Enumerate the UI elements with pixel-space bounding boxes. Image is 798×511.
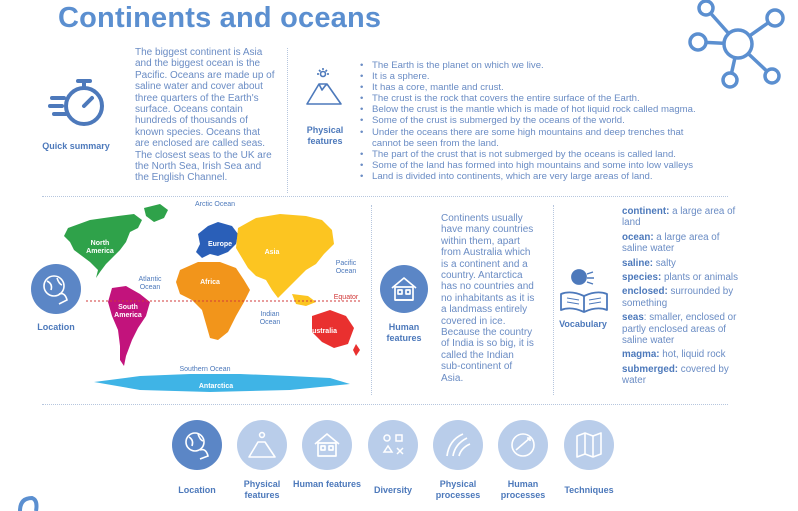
- nav-physical-processes-button[interactable]: [433, 420, 483, 470]
- summary-line: and the biggest ocean is the: [135, 58, 261, 70]
- human-line: is a continent and a: [441, 258, 528, 270]
- summary-line: known species. Oceans that: [135, 126, 261, 138]
- indian-ocean-label-line: Indian: [260, 311, 280, 318]
- human-line: Continents usually: [441, 213, 523, 224]
- pacific-ocean-label-line: Pacific: [335, 260, 357, 267]
- physical-facts-list: [360, 60, 740, 182]
- vocab-item: [622, 258, 742, 269]
- nav-techniques-button[interactable]: [564, 420, 614, 470]
- vocab-item: [622, 206, 742, 229]
- australia-label: Australia: [307, 328, 337, 335]
- fact-item-continuation: [360, 138, 740, 149]
- volcano-icon: [303, 68, 347, 108]
- atlantic-ocean-label-line: Ocean: [139, 284, 161, 291]
- vocab-term: ocean:: [622, 231, 654, 243]
- techniques-icon: [574, 430, 604, 460]
- vocab-definition: salty: [653, 257, 676, 269]
- diversity-icon: [378, 430, 408, 460]
- summary-line: The closest seas to the UK are: [135, 149, 272, 161]
- nav-label-text[interactable]: Human features: [292, 479, 362, 489]
- africa-label: Africa: [200, 279, 220, 286]
- human-line: from Australia which: [441, 247, 531, 259]
- fact-item: • Some of the land has formed into high mountains and some into low valleys: [360, 160, 740, 171]
- physical-features-label-line: features: [307, 136, 343, 146]
- nav-label-text[interactable]: Physical processes: [435, 479, 481, 500]
- south-america-label-line: South: [118, 304, 138, 311]
- summary-line: saline water and cover about: [135, 81, 263, 93]
- human-processes-icon: [508, 430, 538, 460]
- human-line: have many countries: [441, 224, 534, 236]
- vocab-term: saline:: [622, 257, 654, 269]
- vocab-definition: plants or animals: [661, 272, 738, 284]
- nav-location-label[interactable]: Location: [178, 485, 216, 495]
- nav-diversity-button[interactable]: [368, 420, 418, 470]
- human-features-label: [374, 322, 434, 344]
- nav-human-processes-button[interactable]: [498, 420, 548, 470]
- pacific-ocean-label-line: Ocean: [335, 268, 357, 275]
- fact-item: • Land is divided into continents, which are very large areas of land.: [360, 171, 740, 182]
- vocabulary-label: Vocabulary: [559, 319, 607, 329]
- human-line: called the Indian: [441, 349, 514, 361]
- human-line: no inhabitants as it is: [441, 292, 535, 304]
- south-america-label-line: America: [114, 312, 142, 319]
- vocab-definition: covered by water: [622, 363, 729, 387]
- vocab-item: [622, 232, 742, 255]
- fact-continuation-text: cannot be seen from the land.: [372, 137, 499, 149]
- vocab-term: enclosed:: [622, 286, 668, 298]
- reading-book-icon: [557, 268, 611, 316]
- human-line: Because the country: [441, 327, 533, 339]
- nav-location-button[interactable]: [172, 420, 222, 470]
- antarctica-label: Antarctica: [198, 383, 234, 390]
- vocab-definition: a large area of saline water: [622, 231, 720, 255]
- summary-line: The biggest continent is Asia: [135, 47, 263, 58]
- human-features-label-line: features: [386, 333, 422, 343]
- human-features-circle: [380, 265, 428, 313]
- human-line: country. Antarctica: [441, 270, 523, 282]
- nav-label-text[interactable]: Physical features: [243, 479, 281, 500]
- human-line: a landmass entirely: [441, 304, 528, 316]
- fact-item: • Under the oceans there are some high mountains and deep trenches that: [360, 127, 740, 138]
- south-america-shape: [108, 286, 150, 366]
- nav-physical-processes-label[interactable]: [423, 479, 493, 500]
- nav-diversity-label[interactable]: Diversity: [373, 485, 413, 495]
- se-asia-islands-shape: [292, 294, 316, 306]
- physical-features-label: [295, 125, 355, 147]
- nav-physical-features-button[interactable]: [237, 420, 287, 470]
- vocab-definition: surrounded by something: [622, 286, 734, 309]
- asia-label: Asia: [264, 249, 280, 256]
- summary-line: the English Channel.: [135, 172, 228, 184]
- fact-item: • The Earth is the planet on which we live.: [360, 60, 740, 71]
- fact-item: • The part of the crust that is not submerged by the oceans is called land.: [360, 149, 740, 160]
- vocab-term: species:: [622, 272, 662, 284]
- vocab-definition: : smaller, enclosed or partly enclosed areas of saline water: [622, 312, 737, 347]
- nav-techniques-label[interactable]: Techniques: [564, 485, 614, 495]
- new-zealand-shape: [353, 344, 360, 356]
- nav-human-processes-label[interactable]: [488, 479, 558, 500]
- corner-logo-icon: [0, 494, 40, 511]
- indian-ocean-label: [250, 311, 290, 327]
- fact-item: • Some of the crust is submerged by the oceans of the world.: [360, 115, 740, 126]
- location-label: Location: [37, 322, 75, 332]
- house-icon: [389, 275, 419, 303]
- nav-human-features-label[interactable]: [292, 479, 362, 490]
- vocab-definition: a large area of land: [622, 206, 736, 229]
- human-line: Asia.: [441, 372, 464, 384]
- fact-item: • It has a core, mantle and crust.: [360, 82, 740, 93]
- europe-label: Europe: [207, 241, 233, 248]
- summary-line: surface. Oceans contain: [135, 104, 243, 116]
- vocab-item: [622, 272, 742, 283]
- atlantic-ocean-label-line: Atlantic: [138, 276, 162, 283]
- vocab-term: seas: [622, 312, 644, 324]
- vocab-item: [622, 312, 742, 346]
- vocab-item: [622, 286, 742, 309]
- arctic-ocean-label: Arctic Ocean: [194, 201, 236, 208]
- summary-line: three quarters of the Earth's: [135, 92, 259, 104]
- southern-ocean-label: Southern Ocean: [179, 366, 231, 373]
- europe-shape: [196, 222, 238, 258]
- fact-item: • The crust is the rock that covers the entire surface of the Earth.: [360, 93, 740, 104]
- human-features-icon: [312, 431, 342, 459]
- nav-label-text[interactable]: Human processes: [500, 479, 546, 500]
- indian-ocean-label-line: Ocean: [259, 319, 281, 326]
- fact-item: • Below the crust is the mantle which is made of hot liquid rock called magma.: [360, 104, 740, 115]
- vocab-term: submerged:: [622, 363, 679, 375]
- nav-human-features-button[interactable]: [302, 420, 352, 470]
- north-america-label-line: America: [86, 248, 114, 255]
- summary-line: Pacific. Oceans are made up of: [135, 69, 275, 81]
- nav-physical-features-label[interactable]: [227, 479, 297, 500]
- greenland-shape: [144, 204, 168, 222]
- vocab-term: magma:: [622, 349, 660, 361]
- pacific-ocean-label: [326, 260, 366, 276]
- human-line: sub-continent of: [441, 361, 513, 373]
- vocab-term: continent:: [622, 206, 670, 217]
- human-features-text: [441, 213, 551, 384]
- equator-label: Equator: [333, 294, 359, 301]
- summary-line: the North Sea, Irish Sea and: [135, 161, 262, 173]
- north-america-label: [78, 240, 122, 256]
- vocab-item: [622, 349, 742, 360]
- fact-item: • It is a sphere.: [360, 71, 740, 82]
- vocabulary-list: [622, 206, 742, 390]
- human-line: covered in ice.: [441, 315, 506, 327]
- stopwatch-icon: [48, 76, 108, 132]
- quick-summary-label: Quick summary: [42, 141, 110, 151]
- quick-summary-text: [135, 47, 285, 184]
- human-line: of India is so big, it is: [441, 338, 534, 350]
- human-features-label-line: Human: [388, 322, 420, 332]
- physical-features-icon: [246, 430, 278, 460]
- vocab-item: [622, 364, 742, 387]
- physical-features-label-line: Physical: [306, 125, 344, 135]
- physical-processes-icon: [443, 430, 473, 460]
- human-line: within them, apart: [441, 235, 520, 247]
- summary-line: hundreds of thousands of: [135, 115, 248, 127]
- human-line: has no countries and: [441, 281, 534, 293]
- south-america-label: [108, 304, 148, 320]
- location-icon: [181, 429, 213, 461]
- atlantic-ocean-label: [130, 276, 170, 292]
- north-america-label-line: North: [90, 240, 110, 247]
- page-title: Continents and oceans: [58, 2, 382, 34]
- vocab-definition: hot, liquid rock: [659, 349, 726, 361]
- summary-line: are enclosed are called seas.: [135, 138, 266, 150]
